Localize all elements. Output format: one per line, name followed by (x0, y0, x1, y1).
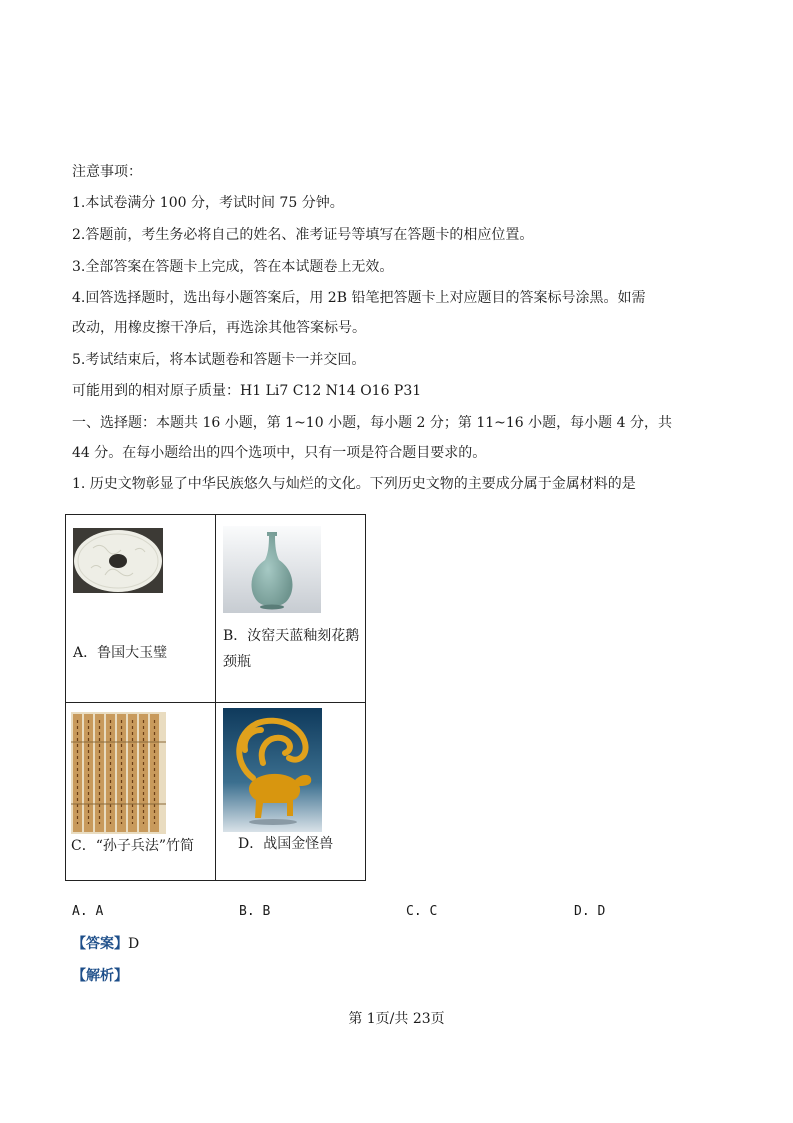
analysis-line (72, 966, 128, 986)
question-stem: 1. 历史文物彰显了中华民族悠久与灿烂的文化。下列历史文物的主要成分属于金属材料的是 (72, 476, 636, 492)
answer-line (72, 934, 139, 954)
cell-b (216, 515, 366, 703)
notice-item-1: 1.本试卷满分 100 分，考试时间 75 分钟。 (72, 195, 344, 211)
cell-d (216, 703, 366, 881)
cell-c (66, 703, 216, 881)
gold-beast-image (223, 708, 322, 832)
notice-item-4-cont: 改动，用橡皮擦干净后，再选涂其他答案标号。 (72, 320, 366, 336)
option-c-label: C．“孙子兵法”竹简 (71, 838, 195, 854)
notice-item-5: 5.考试结束后，将本试题卷和答题卡一并交回。 (72, 352, 366, 368)
vase-image (223, 526, 321, 613)
option-a-label: A．鲁国大玉璧 (73, 645, 168, 661)
option-c: C. C (406, 904, 438, 919)
option-d-label: D．战国金怪兽 (238, 836, 334, 852)
section-heading-2: 44 分。在每小题给出的四个选项中，只有一项是符合题目要求的。 (72, 445, 487, 461)
bamboo-slips-image (71, 712, 166, 834)
notice-title: 注意事项： (72, 164, 142, 180)
answer-tag: 【答案】 (72, 936, 128, 952)
option-d: D. D (574, 904, 606, 919)
cell-a (66, 515, 216, 703)
answer-value: D (128, 936, 140, 952)
notice-item-3: 3.全部答案在答题卡上完成，答在本试题卷上无效。 (72, 259, 394, 275)
options-image-table (65, 514, 366, 881)
notice-item-4: 4.回答选择题时，选出每小题答案后，用 2B 铅笔把答题卡上对应题目的答案标号涂黑。如需 (72, 290, 646, 306)
jade-bi-image (73, 528, 163, 593)
section-heading-1: 一、选择题：本题共 16 小题，第 1~10 小题，每小题 2 分；第 11~16 小题，每小题 4 分，共 (72, 415, 672, 431)
page-footer: 第 1页/共 23页 (348, 1011, 445, 1027)
option-b-label: B．汝窑天蓝釉刻花鹅颈瓶 (223, 628, 360, 670)
notice-item-2: 2.答题前，考生务必将自己的姓名、准考证号等填写在答题卡的相应位置。 (72, 227, 534, 243)
atomic-mass-line: 可能用到的相对原子质量：H1 Li7 C12 N14 O16 P31 (72, 383, 422, 399)
option-b: B. B (239, 904, 271, 919)
option-a: A. A (72, 904, 104, 919)
analysis-tag: 【解析】 (72, 968, 128, 984)
